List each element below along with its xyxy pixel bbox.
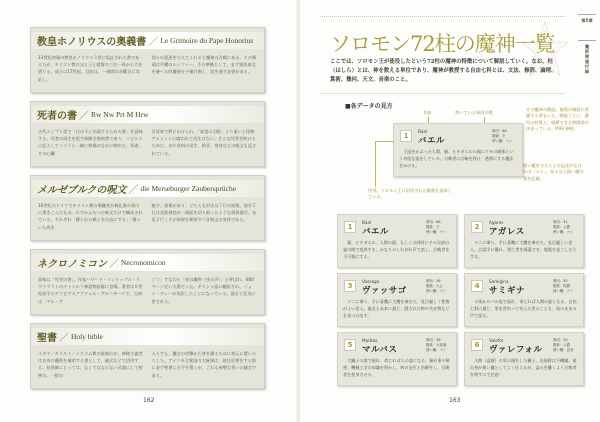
demon-rank: 階級：公爵 [553,224,570,229]
entry-body [31,271,264,311]
title-separator: ／ [109,259,119,270]
leader-line [375,141,376,187]
demon-legions: 軍団：31 [553,220,568,224]
entry-body [31,345,264,385]
demon-rank: 階級：王 [492,133,506,138]
demon-name-jp: アガレス [489,227,525,237]
chapter-tab: 第5章 [581,18,593,23]
demon-description: 大獅子の姿で現れ、命じれば人の姿になる。秘め事や秘密、機械工学の知識を明かし、病の発生と治療をし、召喚者を変身させる。 [343,358,450,377]
demon-card-valefor [464,332,584,386]
entry-text-col1: 10世紀のドイツでキリスト教の聖職者が典礼書の余白に書きこんだもの。わずかふたつの呪文だけで構成されている。それぞれ「縛られた戦士を自由にする」「傷ついた馬を [38,203,143,230]
demon-description: 王冠をかぶった人間、猫、ヒキガエルの頭にクモの胴体という奇怪な姿をしている。召喚者に計略を授け、透明にする魔法をかける。 [399,149,514,168]
entry-text-col1: ユダヤ／キリスト／イスラム教の経典だが、神秘主義者は自身の魔術を補助する書として、儀式などで活用する。結界師にとっては、なくてはならない武器にして相棒だ。一般の [38,351,143,378]
entry-text-col2: 癒す」効果があり、どちらも形式は７行の短歌。前半５行は北欧神話の一場面を切り取ったような情景描写。末尾２行こそが効果を期待すべき呪文の実体である。 [151,203,257,223]
demon-number: 4 [471,280,483,292]
callout-rank: その魔神の階級。複数の階級に所属する者もいる。階級ごとに、護符の材質と、呪縛できる時間帯が決まっている。P.93 参照。 [526,107,589,132]
demon-familiar: 使い魔：ナシ [426,229,447,234]
demon-stats [553,279,573,293]
demon-legions: 軍団：10 [553,338,568,342]
demon-card-samigina [464,273,584,327]
demon-name-jp: サミギナ [489,286,526,296]
title-separator: ／ [148,37,159,48]
title-separator: ／ [79,111,89,122]
entry-title-en: Le Grimoire du Pape Honorius [160,36,254,45]
entry-text-col2: 人々でも、魔女の攻撃から身を護るために枕元に置いたりした。アメリカ合衆国の大統領は、就任宣誓をする際に必ず聖書に左手を置くが、これも神聖な誓いの儀式である。 [151,351,257,378]
demon-card-agares [464,214,584,268]
demon-description: 人間（盗賊）の男の頭をした獅子。出現時は不機嫌。彼自身が使い魔としてよく仕えるが、盗みを働くよう召喚者を唆すので注意！ [470,358,577,377]
demon-familiar: 使い魔：ナシ [426,288,447,293]
page-title: ソロモン72柱の魔神一覧 [330,32,555,56]
demon-card-vassago [337,273,457,327]
demon-name-en: Vassago [362,279,380,284]
entry-title-jp: 聖書 [37,333,57,344]
entry-title-jp: 教皇ホノリウスの奥義書 [37,37,147,48]
grimoire-entry-book-of-dead [30,101,265,167]
demon-rank: 階級：大公 [426,283,443,288]
demon-rank: 階級：王 [426,224,440,229]
demon-number: 1 [344,221,356,233]
demon-familiar: 使い魔：ナシ [553,288,574,293]
demon-name-jp: マルバス [362,345,398,355]
side-tab-line [578,40,596,41]
demon-name-en: Bael [418,129,428,134]
entry-text-col2: ジフ」すなわち「夜の魔物（虫の声）」と呼ばれ、800ページ近い大著だった。ギリシャ語に翻訳され、ジョン・ディーが英訳したことになっている。読むと狂気に冒される。 [151,277,256,304]
demon-card-bael [337,214,457,268]
grimoire-entry-necronomicon [30,249,265,315]
demon-name-jp: ヴァレフォル [489,345,543,355]
demon-description: ワニに乗り、手に蒼鷹に大鷹を乗せた、見目麗しい老人。言語学に優れ、逃亡者を帰還させ、地震を起こしたりする。 [470,240,577,259]
demon-number: 2 [471,221,483,233]
demon-legions: 軍団：36 [426,338,441,342]
demon-legions: 軍団：26 [426,279,441,283]
grimoire-entry-bible [30,323,265,389]
callout-familiar: 使い魔を与えるとの記述がなければ「ナシ」、あるなら使い魔の質を記載。 [523,163,584,181]
demon-name-en: Marbas [362,338,378,343]
demon-familiar: 使い魔：ナシ [553,229,574,234]
entry-title-en: Holy bible [71,332,103,341]
demon-number: 1 [400,130,412,142]
grimoire-entry-merseburg [30,175,265,241]
demon-name-jp: バエル [418,136,446,146]
top-rule [320,16,565,17]
entry-title-en: Rw Nw Prt M Hrw [91,110,149,119]
demon-stats [426,279,446,293]
section-tab: 魔術関連付録 [584,44,590,74]
grimoire-entry-honorius [30,27,265,93]
demon-name-en: Agares [489,220,504,225]
demon-description: ワニに乗り、手に蒼鷹に大鷹を乗せた、見目麗しく性格がよい老人。過去と未来に通じ、隠された物や失せ物などを見つけ出す。 [343,299,450,318]
demon-name-en: Bael [362,220,372,225]
entry-text-col2: 別々の恩恵を与えてくれる七魔神の召喚にある。その筆頭は月曜のルシファー。その準備として、まず東西南北を統べる四魔神を予備召喚し、話を通す必要がある。 [151,55,257,75]
demon-stats [426,338,446,352]
demon-stats [426,220,446,234]
sample-demon-card [393,123,523,177]
callout-name: 名前 [423,110,432,115]
demon-familiar: 使い魔：ナシ [426,347,447,352]
entry-body [31,197,264,237]
demon-familiar: 使い魔：ナシ [492,138,513,143]
entry-body [31,123,264,163]
demon-rank: 階級：侯爵 [553,283,570,288]
page-number-left: 162 [143,397,155,404]
entry-heading [31,180,264,197]
entry-text-col2: は冥界で秤にかけられ、「真実の羽根」より重いと怪物アメミットに喰われて再生はない。そんな死者を助けるために、水や食料の発生、防災、変身などの呪文も記されている。 [151,129,257,156]
demon-number: 3 [344,280,356,292]
entry-title-jp: 死者の書 [37,111,77,122]
demon-stats [553,338,573,352]
demon-legions: 軍団：30 [553,279,568,283]
legend-heading: ■各データの見方 [345,103,393,110]
demon-rank: 階級：公爵 [553,342,570,347]
entry-heading [31,328,264,345]
demon-number: 6 [471,339,483,351]
title-separator: ／ [128,185,139,196]
entry-text-col1: 古代エジプト語で「日の下に出現するための書」を意味する。死者の再生を促す絵解き指南書であり、パピルスに記入してミイラと一緒に棺桶のなかに納めた。冥途、その心臓 [38,129,143,156]
demon-stats [553,220,573,234]
demon-stats [492,129,512,143]
entry-heading [31,106,264,123]
demon-legions: 軍団：66 [426,220,441,224]
demon-description: 猫、ヒキガエル、人間の頭、もしくは同時にその全部の姿の間で変異する。かなりのしわがれ声で話し、召喚者を不可視にする。 [343,240,450,259]
entry-body [31,49,264,89]
entry-title-en: Necronomicon [121,258,166,267]
intro-rule [320,93,565,94]
demon-name-jp: バエル [362,227,390,237]
demon-name-en: Valefor [489,338,504,343]
demon-name-en: Samigina [489,279,509,284]
entry-text-col1: 意味は「死者の書」。作家ハワード・フィリップス・ラヴクラフトのクトゥルフ神話物語群に登場。著者は８世紀前半のアラビア人アブドゥル・アルハザードで、当初は「アル・ア [38,277,143,304]
entry-title-jp: メルゼブルクの呪文 [37,185,127,196]
demon-name-jp: ヴァッサゴ [362,286,407,296]
entry-heading [31,32,264,49]
title-separator: ／ [59,333,69,344]
entry-title-jp: ネクロノミコン [37,259,107,270]
entry-title-en: die Merseburger Zaubersprüche [140,184,237,193]
side-tab-line [578,14,596,15]
demon-number: 5 [344,339,356,351]
demon-description: 小馬かロバの姿で現れ、命じれば人間の姿となる。自由七科に通じ、罪を背負って死んだ者のことも、馬のままの声で語る。 [470,299,577,318]
callout-order: 序列。ソロモン王に封印された順番を意味している。 [368,188,452,200]
callout-legions: 率いている軍団の数 [455,110,493,115]
intro-text: ここでは、ソロモン王が使役したという72柱の魔神の特徴について解説していく。なお、柱（はしら）とは、神を数える単位であり、魔神が教授する自由七科とは、文法、修辞、論理、算術、幾何、天文、音楽のこと。 [330,59,557,83]
entry-text-col1: 13世紀初頭の教皇ホノリウス３世に仮託された書であるため、キリスト教の父と子と精霊の三位一体から力を借りる。成立は17世紀。目的は、一週間の各曜日に対応し、 [38,55,143,82]
demon-legions: 軍団：66 [492,129,507,133]
demon-familiar: 使い魔：良身 [553,347,574,352]
demon-rank: 階級：大総裁 [426,342,447,347]
demon-card-marbas [337,332,457,386]
entry-heading [31,254,264,271]
page-number-right: 163 [449,397,461,404]
